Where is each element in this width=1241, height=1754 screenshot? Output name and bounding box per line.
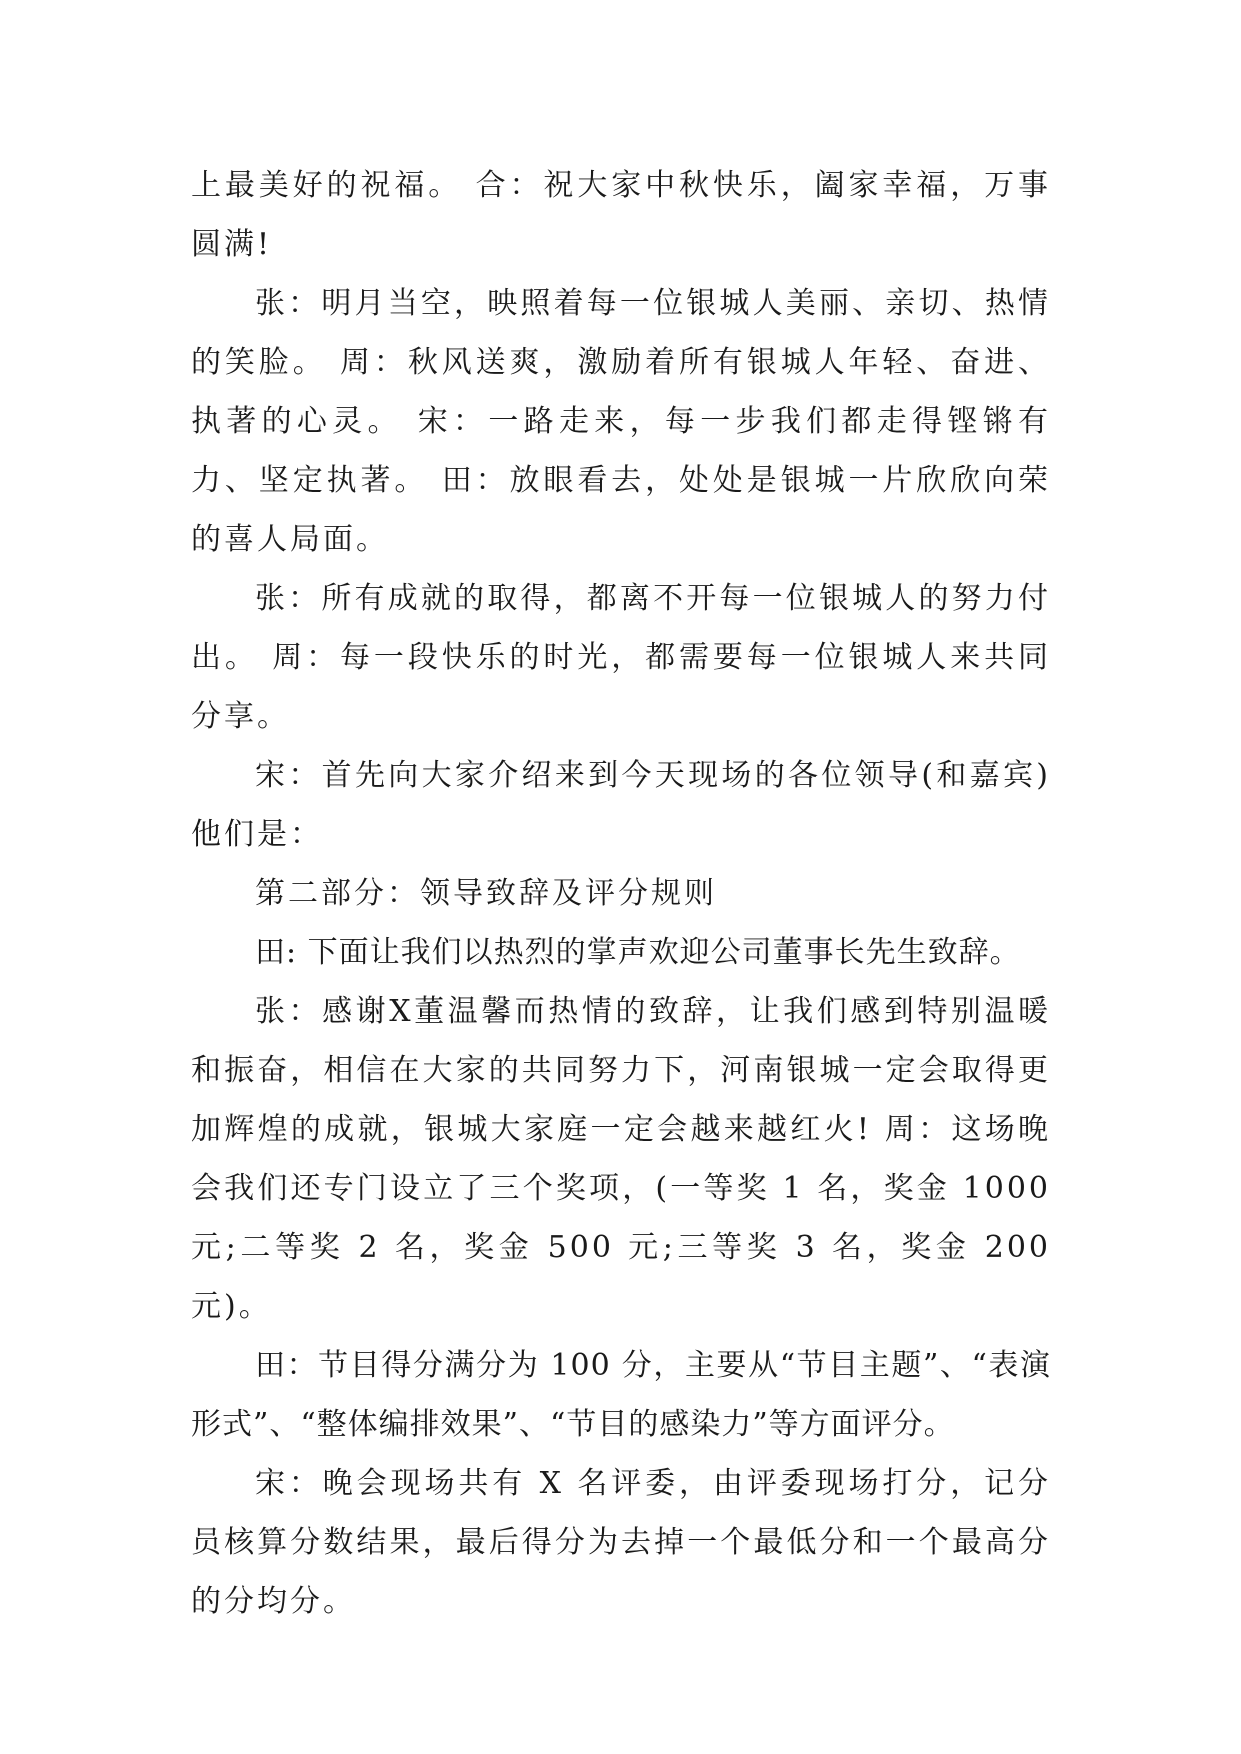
document-body — [191, 156, 1051, 1631]
paragraph-judges: 宋：晚会现场共有 X 名评委，由评委现场打分，记分员核算分数结果，最后得分为去掉一个最低分和一个最高分的分均分。 — [191, 1466, 1051, 1619]
paragraph-achievements: 张：所有成就的取得，都离不开每一位银城人的努力付出。 周：每一段快乐的时光，都需要每一位银城人来共同分享。 — [191, 581, 1051, 734]
paragraph-awards: 张：感谢X董温馨而热情的致辞，让我们感到特别温暖和振奋，相信在大家的共同努力下，河南银城一定会取得更加辉煌的成就，银城大家庭一定会越来越红火! 周：这场晚会我们还专门设立了三个奖项，(一等奖 1 名，奖金 1000 元;二等奖 2 名，奖金 500 元;三等奖 3 名，奖金 200 元)。 — [191, 994, 1051, 1324]
paragraph-continuation: 上最美好的祝福。 合：祝大家中秋快乐，阖家幸福，万事圆满! — [191, 168, 1051, 262]
paragraph-chairman-speech: 田: 下面让我们以热烈的掌声欢迎公司董事长先生致辞。 — [255, 935, 1021, 970]
paragraph-introduce-leaders: 宋：首先向大家介绍来到今天现场的各位领导(和嘉宾)他们是： — [191, 758, 1051, 852]
paragraph-greetings: 张：明月当空，映照着每一位银城人美丽、亲切、热情的笑脸。 周：秋风送爽，激励着所有银城人年轻、奋进、执著的心灵。 宋：一路走来，每一步我们都走得铿锵有力、坚定执著。 田：放眼看去，处处是银城一片欣欣向荣的喜人局面。 — [191, 286, 1051, 557]
paragraph-scoring-criteria: 田：节目得分满分为 100 分，主要从“节目主题”、“表演形式”、“整体编排效果”、“节目的感染力”等方面评分。 — [191, 1348, 1051, 1442]
section-heading-part-two: 第二部分：领导致辞及评分规则 — [255, 876, 717, 911]
